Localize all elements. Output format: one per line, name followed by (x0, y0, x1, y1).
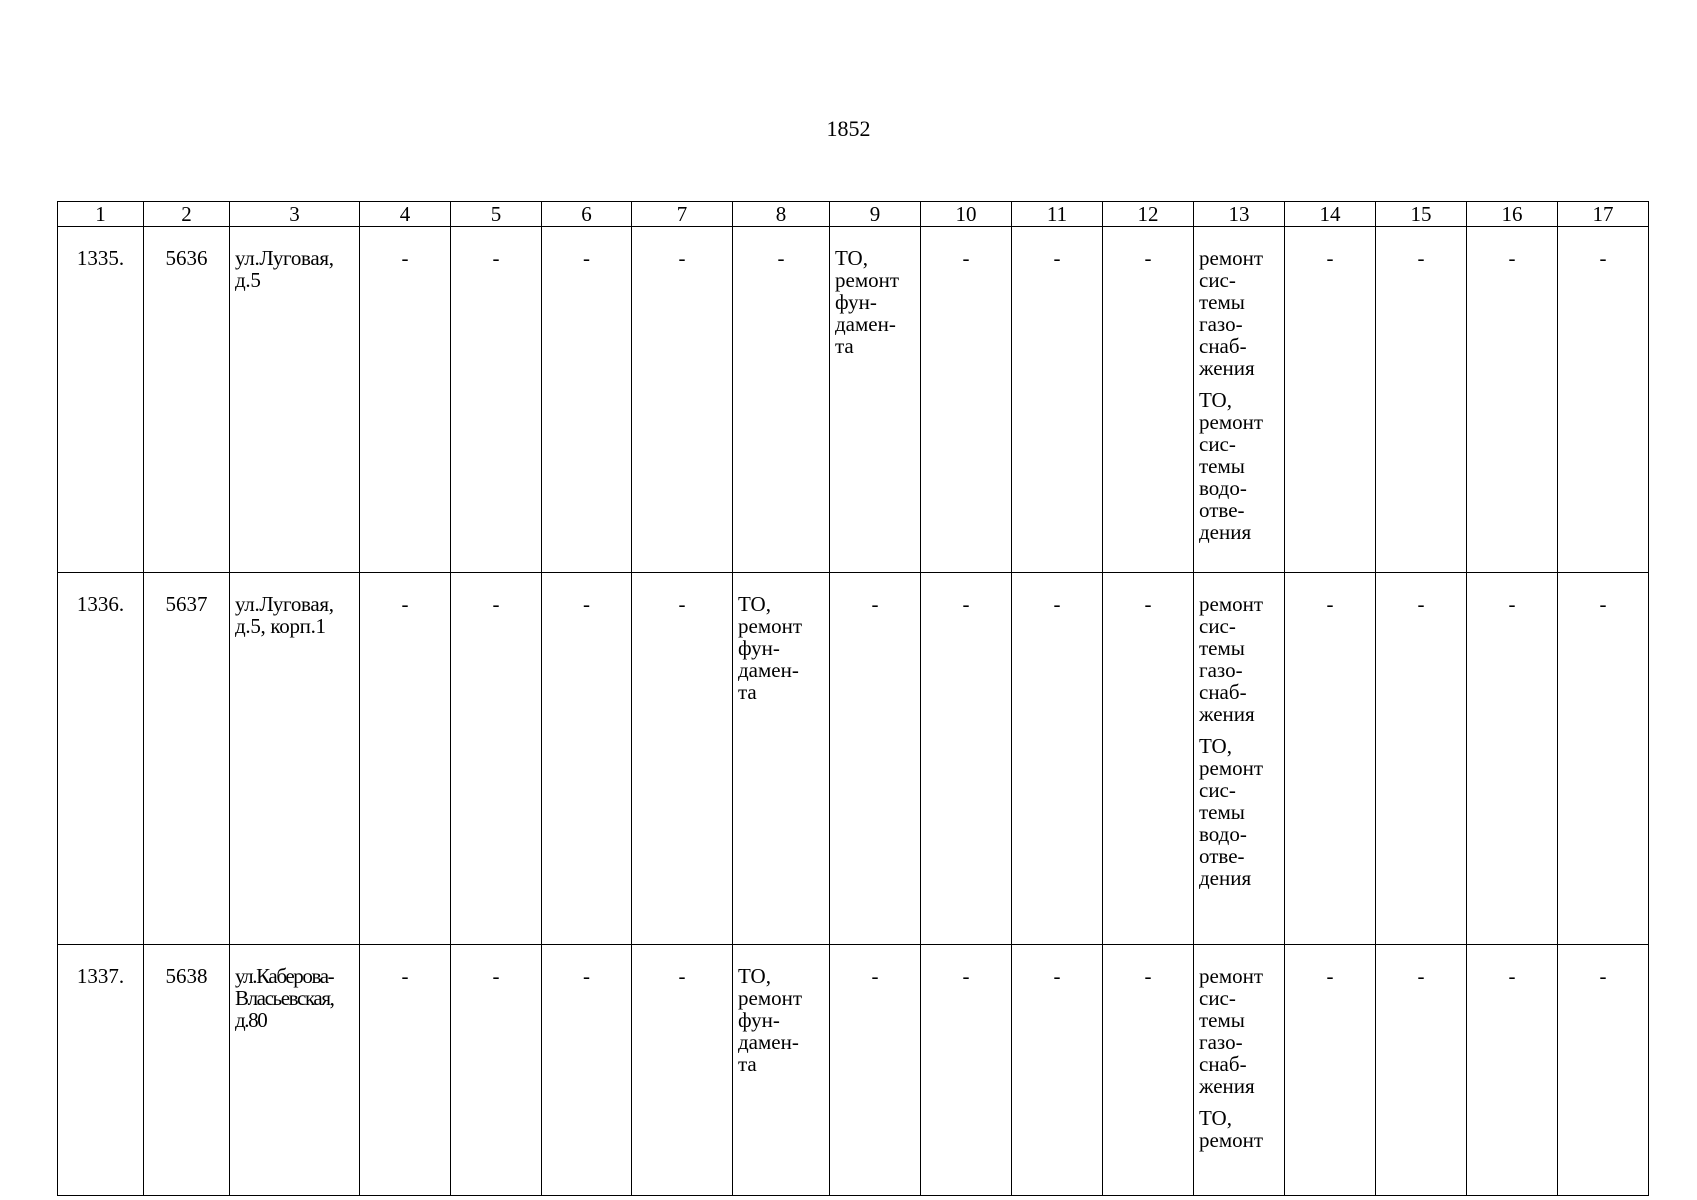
row-number: 1337. (58, 945, 144, 1196)
work-cell (1194, 573, 1285, 945)
table-cell: - (921, 227, 1012, 573)
table-cell: - (921, 573, 1012, 945)
work-cell (830, 227, 921, 573)
column-number: 10 (921, 202, 1012, 227)
table-cell: - (733, 227, 830, 573)
column-number: 8 (733, 202, 830, 227)
work-text: ремонт сис- темы газо- снаб- жения (1199, 246, 1264, 380)
table-cell: - (632, 227, 733, 573)
table-cell: - (1103, 945, 1194, 1196)
column-number-row (58, 202, 1649, 227)
table-cell: - (451, 945, 542, 1196)
column-number: 5 (451, 202, 542, 227)
table-cell: - (1467, 227, 1558, 573)
address-text: ул.Луговая, д.5, корп.1 (235, 592, 334, 638)
table-cell: - (632, 573, 733, 945)
work-text: ТО, ремонт сис- темы водо- отве- дения (1199, 734, 1264, 890)
column-number: 3 (230, 202, 360, 227)
work-cell (1194, 945, 1285, 1196)
column-number: 15 (1376, 202, 1467, 227)
address-text: ул.Каберова- Власьевская, д.80 (235, 964, 334, 1032)
table-cell: - (1285, 227, 1376, 573)
table-cell: - (542, 227, 632, 573)
work-text: ТО, ремонт фун- дамен- та (835, 246, 900, 358)
column-number: 2 (144, 202, 230, 227)
work-text: ТО, ремонт сис- темы водо- отве- дения (1199, 388, 1264, 544)
table-cell: - (1558, 227, 1649, 573)
table-cell: - (1467, 945, 1558, 1196)
table-cell: - (360, 945, 451, 1196)
table-cell: - (542, 573, 632, 945)
column-number: 7 (632, 202, 733, 227)
table-cell: - (1467, 573, 1558, 945)
column-number: 13 (1194, 202, 1285, 227)
table-cell: - (1103, 573, 1194, 945)
table-cell: - (1376, 573, 1467, 945)
table-cell: - (360, 573, 451, 945)
work-cell (1194, 227, 1285, 573)
column-number: 11 (1012, 202, 1103, 227)
table-cell: - (1376, 945, 1467, 1196)
table-cell: - (1376, 227, 1467, 573)
table-cell: - (451, 573, 542, 945)
table-cell: - (830, 945, 921, 1196)
column-number: 6 (542, 202, 632, 227)
column-number: 14 (1285, 202, 1376, 227)
work-cell (733, 945, 830, 1196)
table-cell: - (1285, 573, 1376, 945)
column-number: 4 (360, 202, 451, 227)
table-cell: - (1012, 573, 1103, 945)
table-cell: - (921, 945, 1012, 1196)
table-row (58, 573, 1649, 945)
address-text: ул.Луговая, д.5 (235, 246, 334, 292)
work-text: ремонт сис- темы газо- снаб- жения (1199, 964, 1264, 1098)
object-code: 5638 (144, 945, 230, 1196)
work-text: ТО, ремонт фун- дамен- та (738, 592, 803, 704)
column-number: 1 (58, 202, 144, 227)
table-row (58, 945, 1649, 1196)
table-cell: - (1558, 573, 1649, 945)
table-cell: - (1103, 227, 1194, 573)
register-table (57, 201, 1649, 1196)
work-cell (733, 573, 830, 945)
table-cell: - (451, 227, 542, 573)
table-row (58, 227, 1649, 573)
table-cell: - (1558, 945, 1649, 1196)
column-number: 12 (1103, 202, 1194, 227)
table-cell: - (830, 573, 921, 945)
page-number: 1852 (826, 116, 871, 141)
address-cell (230, 573, 360, 945)
row-number: 1335. (58, 227, 144, 573)
column-number: 17 (1558, 202, 1649, 227)
column-number: 9 (830, 202, 921, 227)
address-cell (230, 227, 360, 573)
row-number: 1336. (58, 573, 144, 945)
table-cell: - (1012, 945, 1103, 1196)
table-cell: - (360, 227, 451, 573)
address-cell (230, 945, 360, 1196)
object-code: 5636 (144, 227, 230, 573)
table-cell: - (542, 945, 632, 1196)
work-text: ТО, ремонт фун- дамен- та (738, 964, 803, 1076)
work-text: ремонт сис- темы газо- снаб- жения (1199, 592, 1264, 726)
column-number: 16 (1467, 202, 1558, 227)
table-cell: - (1012, 227, 1103, 573)
object-code: 5637 (144, 573, 230, 945)
table-cell: - (1285, 945, 1376, 1196)
work-text: ТО, ремонт (1199, 1106, 1264, 1152)
table-cell: - (632, 945, 733, 1196)
